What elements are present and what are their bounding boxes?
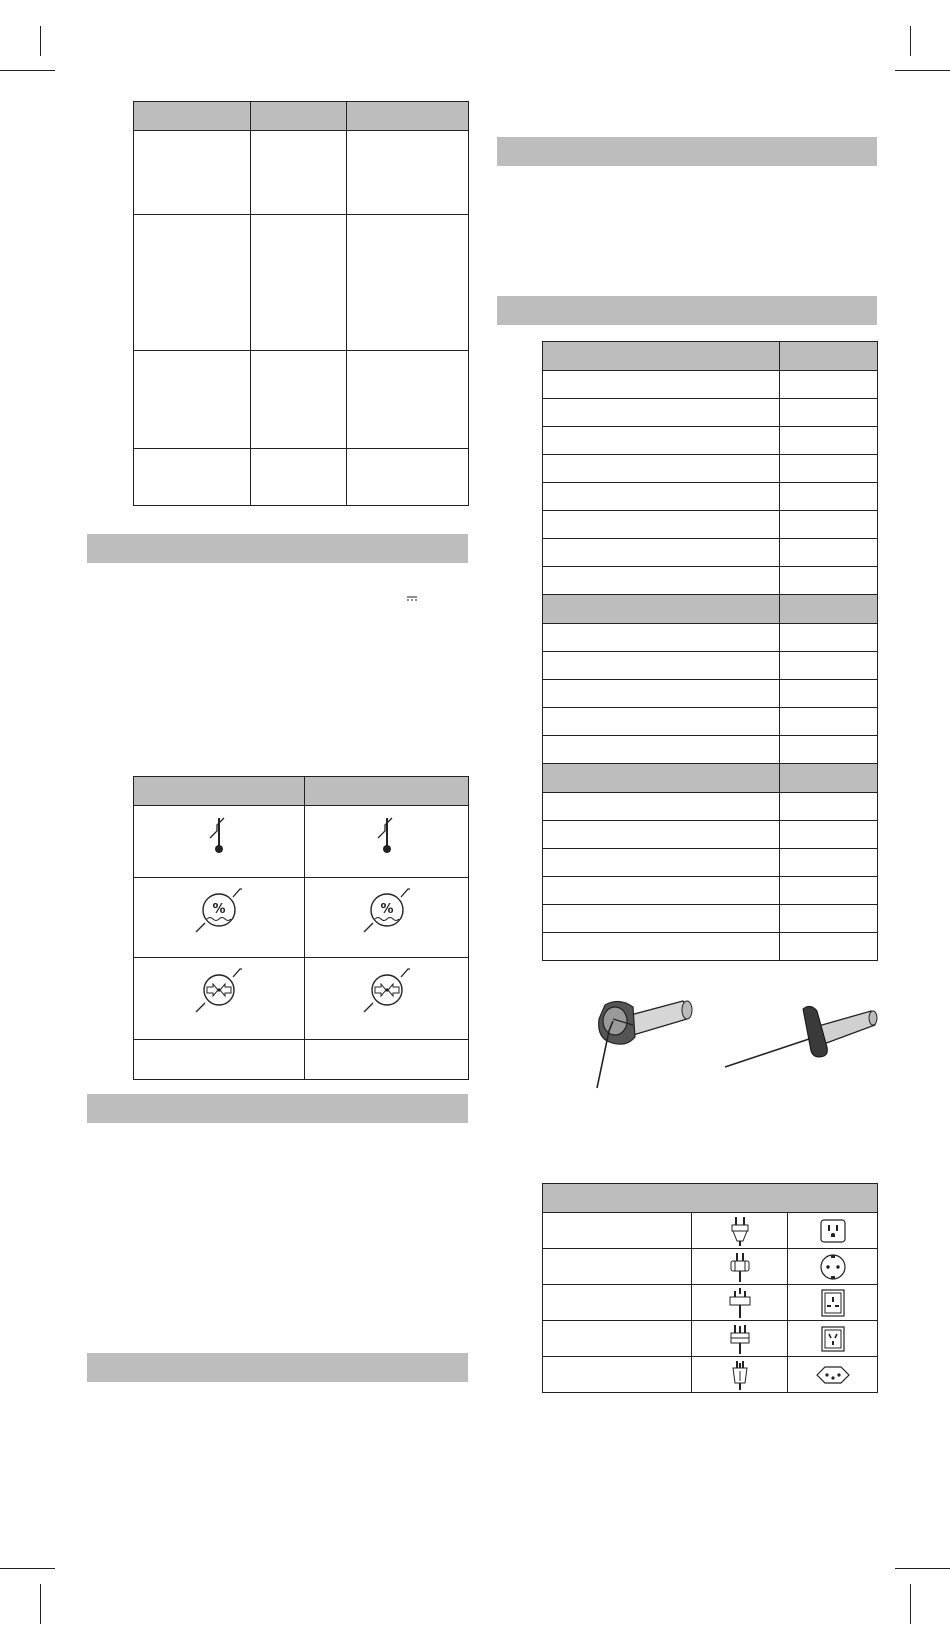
crop-mark: [40, 26, 41, 56]
table-cell: [780, 905, 878, 933]
table-cell: [543, 905, 780, 933]
table-cell: [134, 351, 251, 449]
table-row: [543, 427, 878, 455]
table-cell: [543, 539, 780, 567]
crop-mark: [895, 1568, 950, 1569]
table-header-cell: [543, 595, 780, 624]
table-cell: [251, 215, 347, 351]
table-header-cell: [347, 102, 469, 131]
spec-table: [542, 341, 878, 961]
table-cell: [134, 806, 305, 878]
svg-text:%: %: [212, 902, 226, 917]
table-row: [543, 708, 878, 736]
table-cell: [543, 624, 780, 652]
table-cell: [543, 652, 780, 680]
table-cell: [788, 1357, 878, 1393]
au-socket-icon: [820, 1325, 846, 1353]
table-cell: [780, 567, 878, 595]
table-cell: [543, 849, 780, 877]
hook-probe-icon: [583, 995, 713, 1090]
crop-mark: [0, 70, 55, 71]
table-row: [543, 1357, 878, 1393]
table-cell: [134, 878, 305, 958]
table-row: [543, 371, 878, 399]
table-cell: [780, 708, 878, 736]
table-cell: [543, 736, 780, 764]
eu-plug-icon: [725, 1251, 755, 1283]
table-cell: [543, 511, 780, 539]
table-row: [543, 793, 878, 821]
table-cell: [780, 399, 878, 427]
table-cell: [692, 1357, 788, 1393]
table-cell: [305, 878, 469, 958]
table-cell: [134, 131, 251, 215]
table-cell: [788, 1321, 878, 1357]
table-cell: [780, 624, 878, 652]
table-row: [543, 1249, 878, 1285]
section-heading-bar: [497, 296, 877, 325]
table-header-cell: [780, 764, 878, 793]
table-cell: [251, 131, 347, 215]
thermometer-limit-icon: [367, 814, 407, 858]
table-cell: [543, 821, 780, 849]
table-header-cell: [780, 595, 878, 624]
pressure-limit-icon: [194, 966, 244, 1016]
table-row: [543, 905, 878, 933]
table-row: [543, 652, 878, 680]
table-cell: [543, 708, 780, 736]
table-row: [543, 1285, 878, 1321]
table-cell: [305, 1040, 469, 1080]
humidity-limit-icon: [362, 886, 412, 936]
table-row: [543, 849, 878, 877]
crop-mark: [40, 1584, 41, 1624]
table-cell: [347, 351, 469, 449]
table-cell: [134, 215, 251, 351]
table-cell: [251, 449, 347, 506]
left-top-table: [133, 101, 469, 506]
table-cell: [780, 455, 878, 483]
crop-mark: [910, 1584, 911, 1624]
table-cell: [134, 958, 305, 1040]
table-row: [543, 680, 878, 708]
table-row: [543, 933, 878, 961]
table-cell: [543, 1249, 692, 1285]
storage-symbol-table: [133, 776, 469, 1080]
table-header-row: [543, 764, 878, 793]
table-header-cell: [134, 777, 305, 806]
ch-plug-icon: [725, 1359, 755, 1391]
table-cell: [692, 1249, 788, 1285]
table-cell: [692, 1285, 788, 1321]
uk-socket-icon: [820, 1288, 846, 1318]
table-cell: [305, 806, 469, 878]
table-cell: [780, 849, 878, 877]
table-cell: [347, 449, 469, 506]
table-header-cell: [251, 102, 347, 131]
table-cell: [134, 449, 251, 506]
table-cell: [780, 793, 878, 821]
table-cell: [543, 1357, 692, 1393]
table-row: [543, 624, 878, 652]
table-cell: [543, 877, 780, 905]
table-cell: [251, 351, 347, 449]
table-header-cell: [543, 342, 780, 371]
table-cell: [788, 1213, 878, 1249]
table-row: [543, 539, 878, 567]
crop-mark: [910, 26, 911, 56]
table-cell: [134, 1040, 305, 1080]
eu-socket-icon: [819, 1253, 847, 1281]
section-heading-bar: [87, 1094, 468, 1123]
table-row: [543, 483, 878, 511]
table-cell: [543, 1321, 692, 1357]
table-row: [543, 399, 878, 427]
humidity-limit-icon: [194, 886, 244, 936]
table-cell: [780, 371, 878, 399]
table-row: [543, 567, 878, 595]
table-row: [543, 821, 878, 849]
table-cell: [543, 1285, 692, 1321]
table-row: [543, 877, 878, 905]
section-heading-bar: [497, 137, 877, 166]
table-cell: [780, 877, 878, 905]
needle-probe-icon: [723, 1005, 878, 1075]
table-cell: [543, 680, 780, 708]
table-cell: [305, 958, 469, 1040]
table-cell: [788, 1249, 878, 1285]
svg-text:%: %: [379, 902, 394, 917]
table-header-cell: [543, 764, 780, 793]
table-cell: [780, 821, 878, 849]
table-cell: [543, 427, 780, 455]
plug-table: [542, 1183, 878, 1393]
table-row: [543, 455, 878, 483]
table-cell: [692, 1213, 788, 1249]
table-cell: [788, 1285, 878, 1321]
table-row: [543, 1321, 878, 1357]
table-cell: [780, 736, 878, 764]
table-cell: [780, 652, 878, 680]
table-header-cell: [134, 102, 251, 131]
table-cell: [543, 1213, 692, 1249]
table-row: [543, 511, 878, 539]
equipment-symbol-icon: [406, 595, 418, 603]
us-plug-icon: [725, 1215, 755, 1247]
ch-socket-icon: [813, 1364, 853, 1386]
table-cell: [692, 1321, 788, 1357]
table-cell: [780, 427, 878, 455]
table-cell: [347, 131, 469, 215]
section-heading-bar: [87, 534, 468, 563]
table-cell: [543, 793, 780, 821]
thermometer-limit-icon: [199, 814, 239, 858]
table-header-row: [543, 342, 878, 371]
table-row: [543, 1213, 878, 1249]
au-plug-icon: [725, 1323, 755, 1355]
table-cell: [780, 933, 878, 961]
crop-mark: [895, 70, 950, 71]
table-cell: [543, 567, 780, 595]
table-cell: [543, 399, 780, 427]
table-cell: [543, 483, 780, 511]
table-row: [543, 736, 878, 764]
table-cell: [780, 511, 878, 539]
table-cell: [780, 539, 878, 567]
table-header-cell: [543, 1184, 878, 1213]
table-header-cell: [305, 777, 469, 806]
table-header-cell: [780, 342, 878, 371]
table-cell: [543, 371, 780, 399]
us-socket-icon: [819, 1218, 847, 1244]
pressure-limit-icon: [362, 966, 412, 1016]
table-header-row: [543, 595, 878, 624]
uk-plug-icon: [725, 1287, 755, 1319]
table-cell: [543, 455, 780, 483]
crop-mark: [0, 1568, 55, 1569]
table-cell: [543, 933, 780, 961]
table-cell: [780, 680, 878, 708]
section-heading-bar: [87, 1353, 468, 1382]
table-cell: [347, 215, 469, 351]
table-cell: [780, 483, 878, 511]
